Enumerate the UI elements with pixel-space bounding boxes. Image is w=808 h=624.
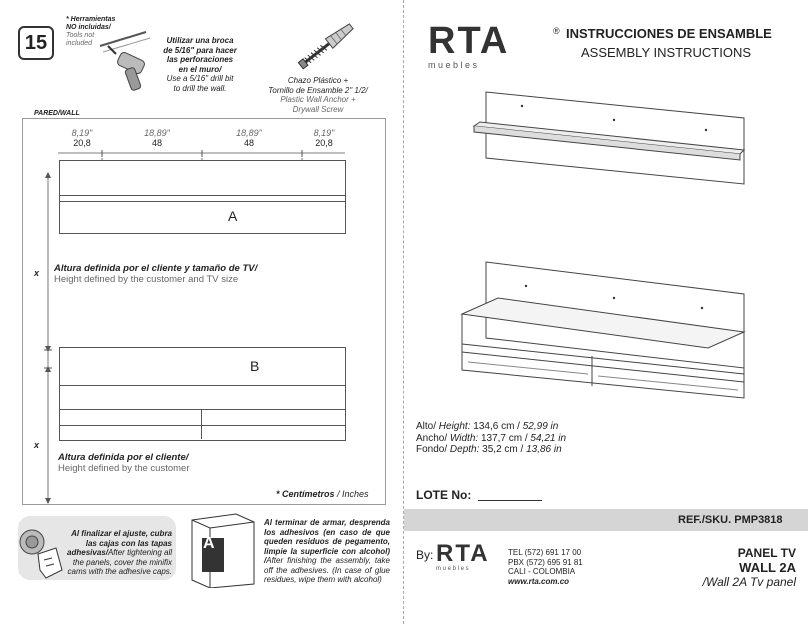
spec-label-en: Height:: [436, 421, 471, 432]
header-es: INSTRUCCIONES DE ENSAMBLE: [566, 26, 772, 41]
dimension-cm: 20,8: [315, 138, 333, 148]
brand-sub-small: m u e b l e s: [436, 566, 469, 572]
dimension-4: [302, 128, 346, 148]
glue-note: [264, 518, 390, 585]
panel-b-shelf-line: [59, 425, 346, 426]
cap-note: [66, 529, 172, 577]
contact-web[interactable]: www.rta.com.co: [508, 576, 570, 586]
header-en: ASSEMBLY INSTRUCTIONS: [581, 45, 751, 60]
dimension-1: [60, 128, 104, 148]
spec-in: 13,86 in: [523, 444, 562, 455]
tools-line: included: [66, 40, 93, 47]
dimension-cm: 48: [151, 138, 162, 148]
panel-b-label: B: [250, 358, 260, 374]
drill-note-line: las perforaciones: [166, 55, 234, 64]
height-note-b-en: Height defined by the customer: [58, 463, 190, 474]
spec-label: Alto/: [416, 421, 437, 432]
cap-note-en: After tightening all the panels, cover the minifix cams with the adhesive caps.: [67, 548, 172, 576]
drill-note-line: Utilizar una broca: [166, 36, 234, 45]
drill-note-line: en el muro/: [178, 64, 222, 74]
dimension-cm: 20,8: [73, 138, 91, 148]
wall-anchor-screw-icon: [286, 18, 366, 74]
contact-tel: TEL (572) 691 17 00: [508, 548, 582, 557]
anchor-note-line: Tornillo de Ensamble 2" 1/2/: [268, 85, 368, 95]
brand-logo: RTA: [428, 20, 510, 62]
spec-label: Fondo/: [416, 444, 448, 455]
panel-a-shelf-line: [59, 201, 346, 202]
drill-note-line: to drill the wall.: [173, 83, 227, 93]
panel-a-shelf-line: [59, 195, 346, 196]
drill-note-line: Use a 5/16" drill bit: [166, 74, 234, 83]
panel-b-illustration: [458, 258, 750, 404]
anchor-note-line: Chazo Plástico +: [287, 76, 349, 85]
cap-note-es: Al finalizar el ajuste, cubra las cajas con las tapas adhesivas/: [67, 529, 172, 557]
spec-cm: 134,6 cm /: [470, 421, 520, 432]
by-label: By:: [416, 548, 434, 562]
sku: REF./SKU. PMP3818: [678, 514, 783, 526]
step-number: 15: [18, 26, 54, 60]
contact-pbx: PBX (572) 695 91 81: [508, 557, 583, 567]
glue-note-en: After finishing the assembly, take off the adhesives. (In case of glue residues, wipe them with alcohol): [264, 556, 390, 584]
brand-logo-small: RTA: [436, 540, 490, 567]
height-note-b-es: Altura definida por el cliente/: [58, 452, 189, 463]
dimension-inches: 18,89": [144, 128, 170, 138]
tools-line: Tools not: [66, 32, 95, 39]
units-note: [276, 489, 369, 499]
panel-a-illustration: [470, 88, 750, 188]
anchor-note-line: Plastic Wall Anchor +: [280, 95, 356, 104]
dimension-inches: 8,19": [313, 128, 335, 138]
dimension-inches: 8,19": [71, 128, 93, 138]
units-es: * Centímetros: [276, 489, 335, 499]
panel-a-label: A: [228, 208, 238, 224]
product-name: [640, 546, 796, 589]
tools-line: * Herramientas: [66, 16, 116, 23]
drill-note: [150, 36, 250, 93]
adhesive-sticker-icon: [188, 512, 258, 588]
product-specs: [416, 421, 566, 456]
units-en: / Inches: [334, 489, 369, 499]
contact-city: CALI - COLOMBIA: [508, 567, 576, 576]
panel-b: [59, 347, 346, 441]
lote-line: [478, 500, 542, 501]
wall-label: PARED/WALL: [34, 110, 80, 117]
anchor-note-line: Drywall Screw: [292, 104, 344, 114]
dimension-3: [224, 128, 274, 148]
dimension-cm: 48: [243, 138, 254, 148]
height-note-a-en: Height defined by the customer and TV size: [54, 274, 239, 285]
spec-width: [416, 433, 566, 445]
height-note-a-es: Altura definida por el cliente y tamaño de TV/: [54, 263, 258, 274]
spec-in: 54,21 in: [527, 432, 567, 444]
spec-in: 52,99 in: [519, 421, 559, 432]
drill-note-line: de 5/16" para hacer: [163, 45, 237, 55]
brand-sub: m u e b l e s: [428, 60, 478, 70]
spec-label-en: Depth:: [447, 444, 480, 455]
panel-b-top-line: [59, 385, 346, 386]
panel-b-middle-line: [59, 409, 346, 410]
dimension-2: [132, 128, 182, 148]
tools-line: NO incluidas/: [66, 24, 111, 31]
dimension-inches: 18,89": [236, 128, 262, 138]
spec-cm: 137,7 cm /: [478, 432, 528, 444]
contact-info: [508, 548, 583, 586]
lote-label: LOTE No:: [416, 488, 472, 502]
glue-note-es: Al terminar de armar, desprenda los adhesivos (en caso de que queden residuos de pegamento, limpie la superficie con alcohol) /: [264, 518, 390, 565]
spec-label: Ancho/: [416, 432, 448, 444]
registered-mark: ®: [553, 26, 560, 36]
panel-a: [59, 160, 346, 234]
spec-cm: 35,2 cm /: [479, 444, 524, 455]
x-mark-a: x: [34, 268, 40, 278]
x-mark-b: x: [34, 440, 40, 450]
product-line3: /Wall 2A Tv panel: [702, 575, 796, 589]
anchor-note: [248, 76, 388, 114]
spec-height: [416, 421, 566, 433]
sticker-letter: A: [203, 535, 215, 552]
height-note-b: [58, 452, 190, 474]
product-line1: PANEL TV: [737, 546, 796, 560]
height-note-a: [54, 263, 257, 285]
spec-depth: [416, 444, 566, 456]
panel-b-divider: [201, 409, 202, 439]
product-line2: WALL 2A: [739, 560, 796, 575]
spec-label-en: Width:: [447, 432, 479, 444]
adhesive-cap-icon: [16, 524, 66, 580]
